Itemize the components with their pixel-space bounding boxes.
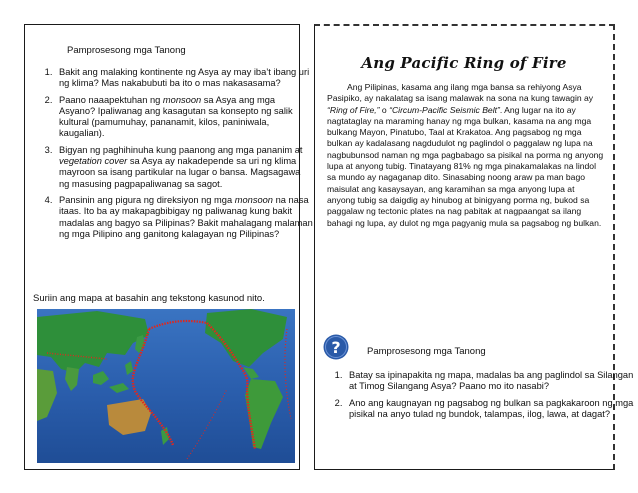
ring-of-fire-map [37,309,295,463]
ring-of-fire-title: Ang Pacific Ring of Fire [361,54,567,72]
right-worksheet-panel [314,24,634,470]
left-question-4: 4. Pansinin ang pigura ng direksiyon ng mga monsoon na nasa itaas. Ito ba ay makapagbibigay ng paliwanag kung bakit madalas ang bagyo sa Pilipinas? Bakit mahalagang malaman ng mga Pilipino ang ganitong kalagayan ng Pilipinas? [55,195,313,240]
left-questions-list [25,67,313,245]
ring-of-fire-paragraph [327,82,605,229]
map-instruction: Suriin ang mapa at basahin ang tekstong kasunod nito. [33,293,265,304]
right-questions-title: Pamprosesong mga Tanong [367,346,486,357]
left-question-1: 1. Bakit ang malaking kontinente ng Asya ay may iba’t ibang uri ng klima? Mas nakabubuti ba ito o mas nakasasama? [55,67,313,90]
right-questions-list [315,370,635,425]
right-question-1: 1. Batay sa ipinapakita ng mapa, madalas ba ang paglindol sa Silangan at Timog Silangang Asya? Paano mo ito nasabi? [345,370,635,393]
left-questions-title: Pamprosesong mga Tanong [67,45,186,56]
left-worksheet-panel [24,24,313,470]
svg-text:?: ? [331,338,341,357]
right-question-2: 2. Ano ang kaugnayan ng pagsabog ng bulkan sa pagkakaroon ng mga pisikal na anyo tulad ng bundok, talampas, ilog, lawa, at dagat? [345,398,635,421]
left-question-2: 2. Paano naaapektuhan ng monsoon sa Asya ang mga Asyano? Ipaliwanag ang kasagutan sa konsepto ng salik kultural (pamumuhay, pananamit, kilos, paniniwala, kaugalian). [55,95,313,140]
question-mark-icon [323,334,349,360]
ring-of-fire-text: Ang Pilipinas, kasama ang ilang mga bansa sa rehiyong Asya Pasipiko, ay nakalatag sa isang malawak na sona na kung tawagin ay “Ring of Fire,” o “Circum-Pacific Seismic Belt”. Ang lugar na ito ay nagtataglay na maraming hanay ng mga bulkan, kasama na ang mga bulkang Mayon, Pinatubo, Taal at Krakatoa. Ang pagsabog ng mga bulkan ay kadalasang nagdudulot ng paglindol o paggalaw ng lupa na nagbubunsod naman ng mga pagbabago sa pisikal na porma ng anyong lupa at anyong tubig. Tinatayang 81% ng mga pinakamalakas na lindol sa mundo ay nagaganap dito. Sinasabing noong araw pa man bago maisulat ang kasaysayan, ang karamihan sa mga anyong lupa at anyong tubig sa daigdig ay hinubog at binigyang porma ng, bukod sa paggalaw ng tectonic plates na nag pabitak at nagpaangat sa ilang bahagi ng lupa, ay dulot ng mga pagyanig mula sa pagsabog ng bulkan. [327,82,604,228]
left-question-3: 3. Bigyan ng paghihinuha kung paanong ang mga pananim at vegetation cover sa Asya ay nakadepende sa uri ng klima mayroon sa isang partikular na lugar o bansa. Magsagawa ng masusing pagpapaliwanag sa sagot. [55,145,313,190]
